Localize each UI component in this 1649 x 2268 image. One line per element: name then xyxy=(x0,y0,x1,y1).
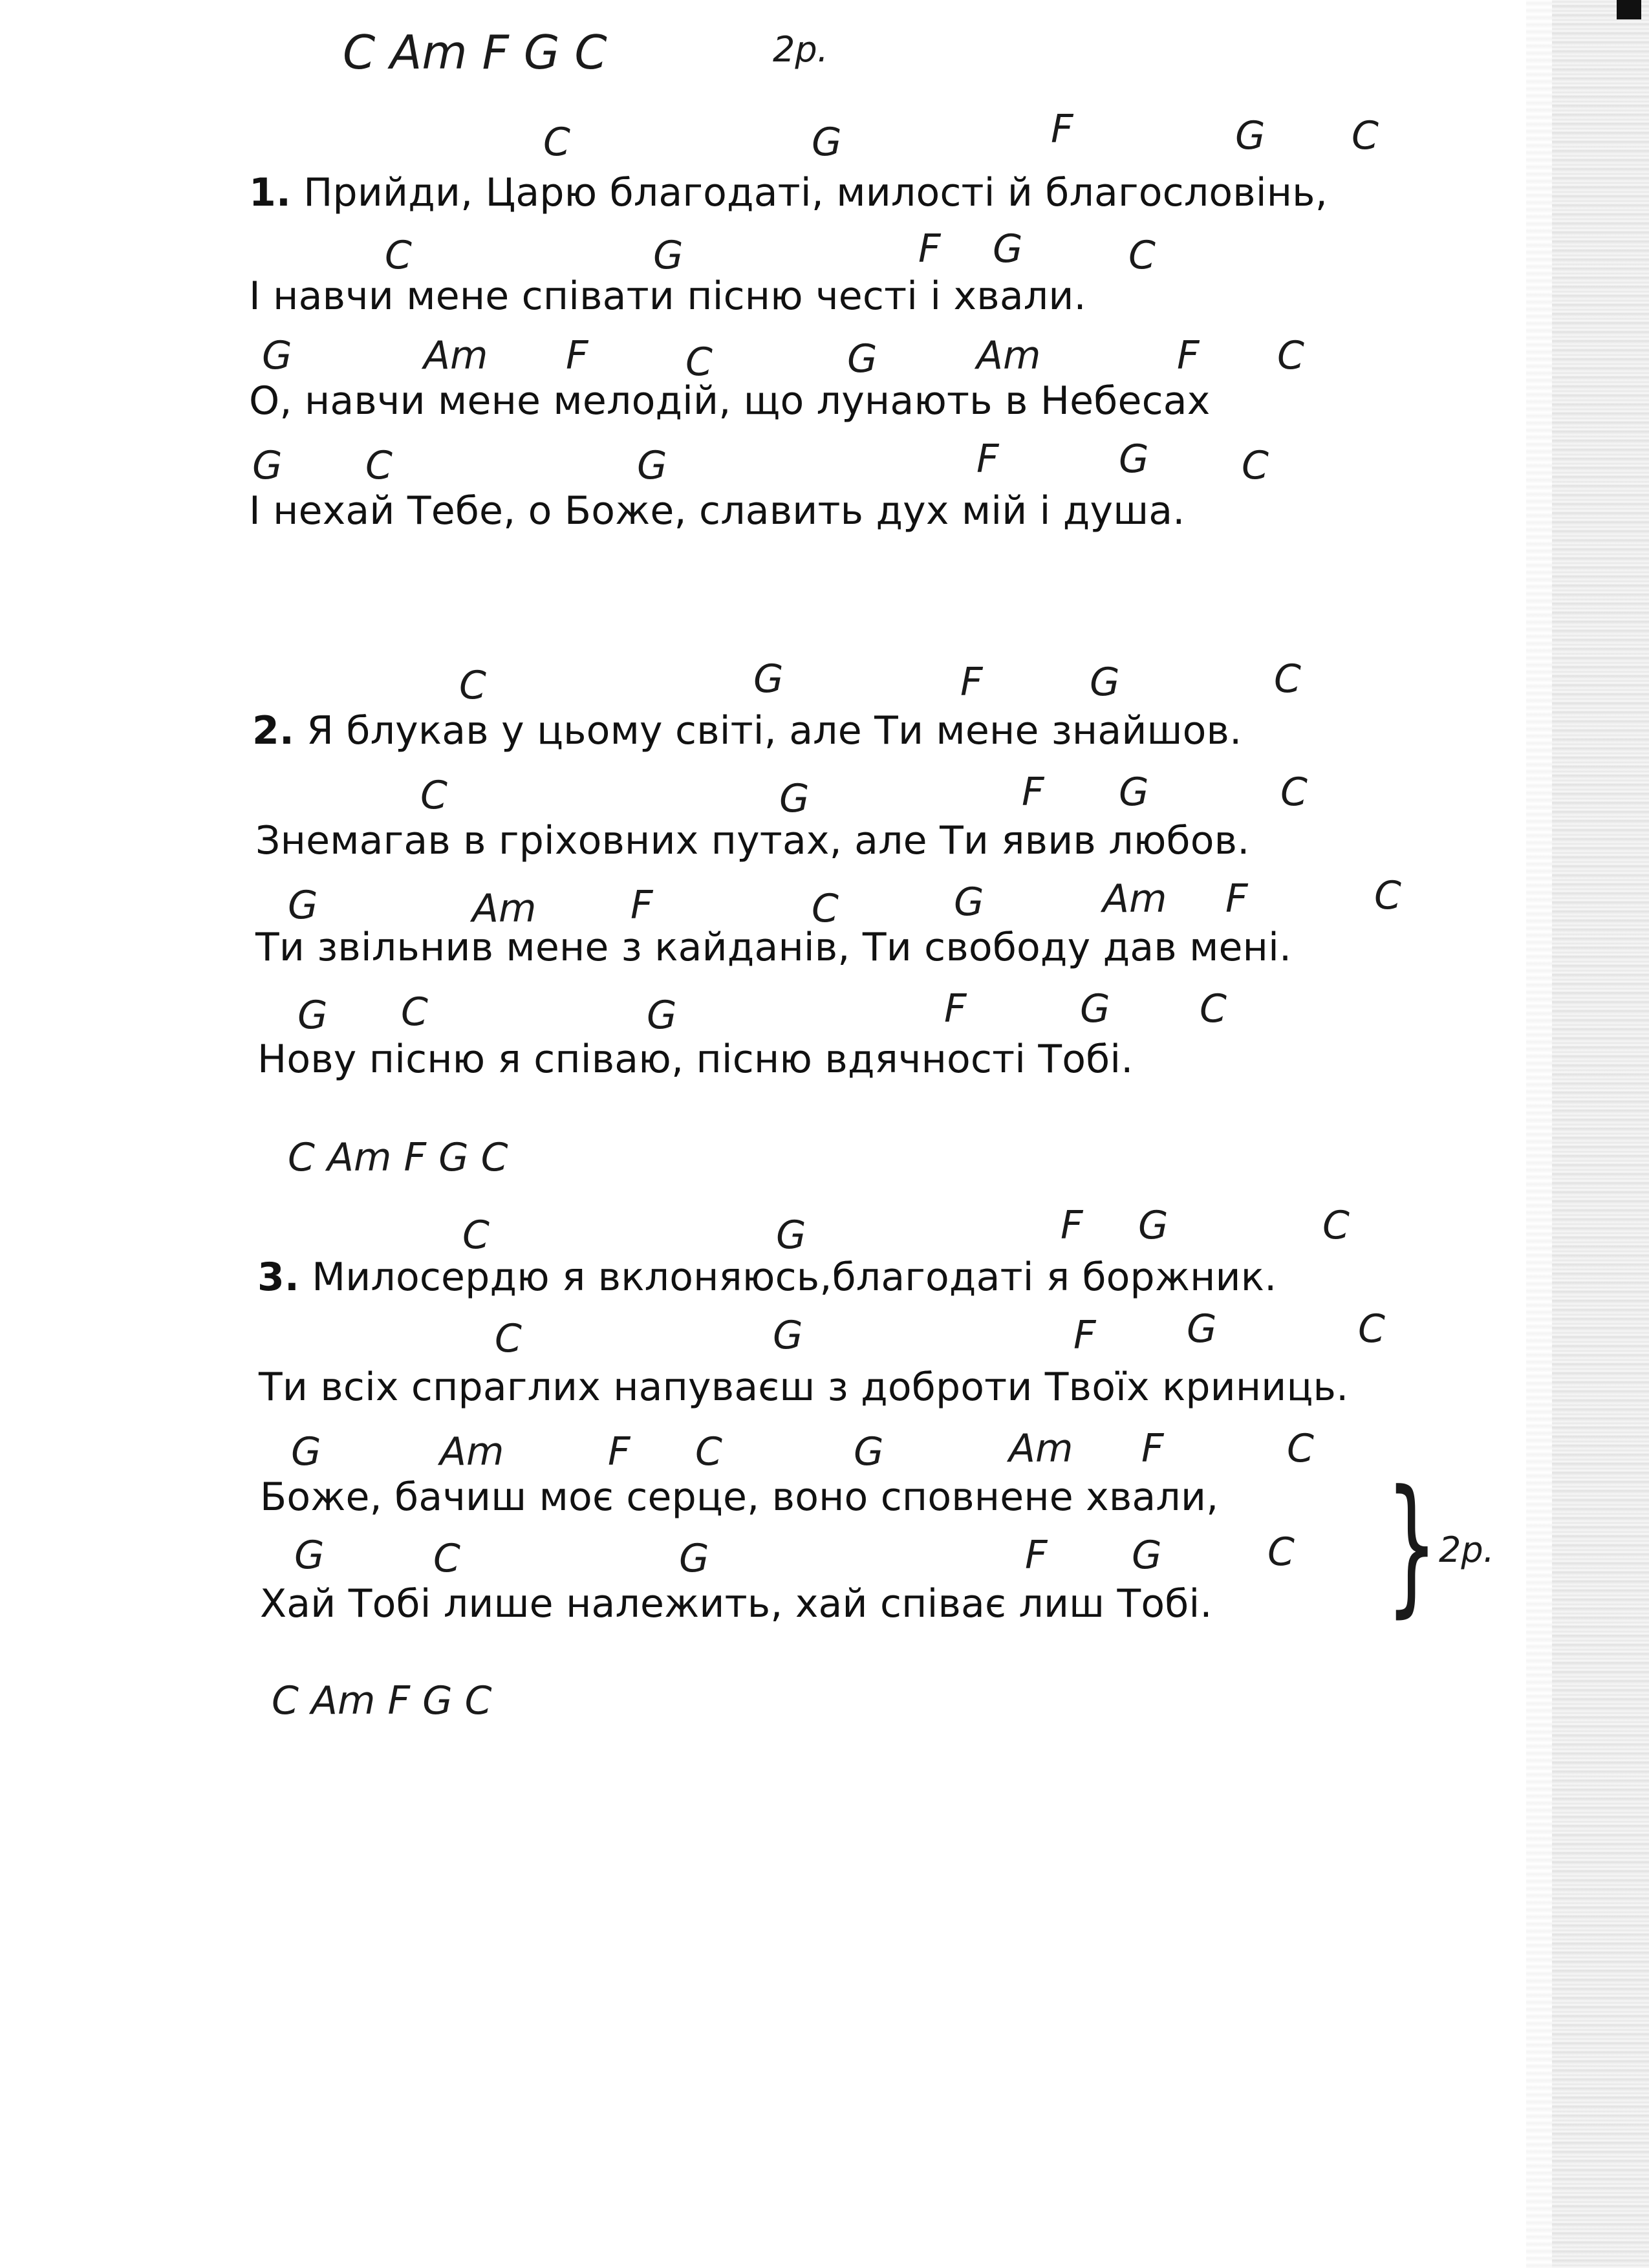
chord: F xyxy=(918,226,941,272)
chord: C xyxy=(1352,113,1379,158)
chord: G xyxy=(294,1533,325,1578)
chord: G xyxy=(773,1313,803,1358)
verse-number: 1. xyxy=(249,170,291,215)
scan-shadow xyxy=(1526,0,1552,2268)
repeat-bracket: } xyxy=(1385,1459,1438,1632)
verse-number: 3. xyxy=(257,1255,299,1300)
lyric-line: Ти всіх спраглих напуваєш з доброти Твоїх криниць. xyxy=(259,1365,1349,1410)
chord: F xyxy=(1177,333,1200,378)
chord: G xyxy=(1090,660,1120,705)
chord: G xyxy=(291,1429,321,1474)
chord: C xyxy=(1322,1203,1350,1248)
chord: G xyxy=(1119,770,1149,815)
chord: G xyxy=(637,443,667,488)
chord: G xyxy=(954,880,984,925)
chord: Am xyxy=(424,333,488,378)
chord: F xyxy=(944,986,967,1031)
chord: G xyxy=(812,120,842,165)
chord: G xyxy=(288,883,318,928)
chord: C xyxy=(385,233,412,278)
chord: Am xyxy=(976,333,1041,378)
chord: F xyxy=(1025,1533,1048,1578)
chord: G xyxy=(1080,986,1110,1031)
chord: Am xyxy=(1103,876,1167,922)
lyric-line: І навчи мене співати пісню честі і хвали. xyxy=(249,274,1086,319)
repeat-mark: 2р. xyxy=(1439,1529,1494,1570)
chord: G xyxy=(1187,1306,1217,1352)
interlude-chords: C Am F G C xyxy=(288,1135,508,1180)
chord: F xyxy=(960,660,983,705)
chord: C xyxy=(433,1536,460,1581)
chord: C xyxy=(1200,986,1227,1031)
intro-chords: C Am F G C xyxy=(343,25,607,80)
chord: C xyxy=(1242,443,1269,488)
chord: Am xyxy=(440,1429,504,1474)
chord: C xyxy=(1277,333,1304,378)
chord: G xyxy=(1138,1203,1169,1248)
interlude-chords: C Am F G C xyxy=(272,1678,492,1723)
chord: C xyxy=(1374,873,1401,918)
chord: G xyxy=(297,993,328,1038)
lyric-line: 1. Прийди, Царю благодаті, милості й благословінь, xyxy=(249,170,1328,215)
chord: G xyxy=(252,443,283,488)
lyric-line: Боже, бачиш моє серце, воно сповнене хвали, xyxy=(260,1474,1219,1520)
chord: F xyxy=(1061,1203,1083,1248)
chord: C xyxy=(1128,233,1156,278)
chord: C xyxy=(365,443,393,488)
chord: G xyxy=(653,233,684,278)
chord: G xyxy=(847,336,878,382)
chord: G xyxy=(993,226,1023,272)
scan-edge-noise xyxy=(1552,0,1649,2268)
chord: G xyxy=(647,993,677,1038)
chord: C xyxy=(1358,1306,1385,1352)
intro-repeat-mark: 2р. xyxy=(773,29,828,70)
scan-corner-mark xyxy=(1617,0,1641,19)
chord: G xyxy=(854,1429,884,1474)
chord: G xyxy=(779,776,810,821)
chord: G xyxy=(262,333,292,378)
chord: Am xyxy=(1009,1426,1073,1471)
lyric-line: І нехай Тебе, о Боже, славить дух мій і душа. xyxy=(249,488,1185,534)
chord: Am xyxy=(472,886,537,931)
chord: C xyxy=(401,989,428,1035)
chord: G xyxy=(753,656,784,702)
chord: C xyxy=(1274,656,1301,702)
chord: G xyxy=(1132,1533,1162,1578)
chord: C xyxy=(459,663,486,708)
chord: G xyxy=(1235,113,1266,158)
verse-number: 2. xyxy=(252,708,294,753)
chord: F xyxy=(1022,770,1044,815)
chord: G xyxy=(1119,437,1149,482)
chord: C xyxy=(543,120,570,165)
chord: F xyxy=(1073,1313,1096,1358)
chord: C xyxy=(685,340,713,385)
chord: C xyxy=(1287,1426,1314,1471)
lyric-line: Хай Тобі лише належить, хай співає лиш Тобі. xyxy=(260,1581,1212,1626)
lyric-line: 3. Милосердю я вклоняюсь,благодаті я боржник. xyxy=(257,1255,1277,1300)
chord: G xyxy=(679,1536,709,1581)
chord: F xyxy=(976,437,999,482)
chord: F xyxy=(1225,876,1248,922)
chord: C xyxy=(420,773,447,818)
lyric-line: О, навчи мене мелодій, що лунають в Небесах xyxy=(249,378,1211,424)
chord: F xyxy=(1051,107,1073,152)
chord: F xyxy=(1141,1426,1164,1471)
lyric-line: Знемагав в гріховних путах, але Ти явив любов. xyxy=(255,818,1250,863)
chord: G xyxy=(776,1213,806,1258)
chord: F xyxy=(630,883,653,928)
lyric-line: Нову пісню я співаю, пісню вдячності Тобі. xyxy=(257,1037,1134,1082)
chord: C xyxy=(495,1316,522,1361)
lyric-line: Ти звільнив мене з кайданів, Ти свободу дав мені. xyxy=(255,925,1292,970)
chord: F xyxy=(608,1429,630,1474)
chord: C xyxy=(1267,1529,1295,1575)
chord: C xyxy=(462,1213,490,1258)
lyric-line: 2. Я блукав у цьому світі, але Ти мене знайшов. xyxy=(252,708,1242,753)
chord: C xyxy=(812,886,839,931)
chord: C xyxy=(1280,770,1308,815)
chord: F xyxy=(566,333,588,378)
chord: C xyxy=(695,1429,722,1474)
